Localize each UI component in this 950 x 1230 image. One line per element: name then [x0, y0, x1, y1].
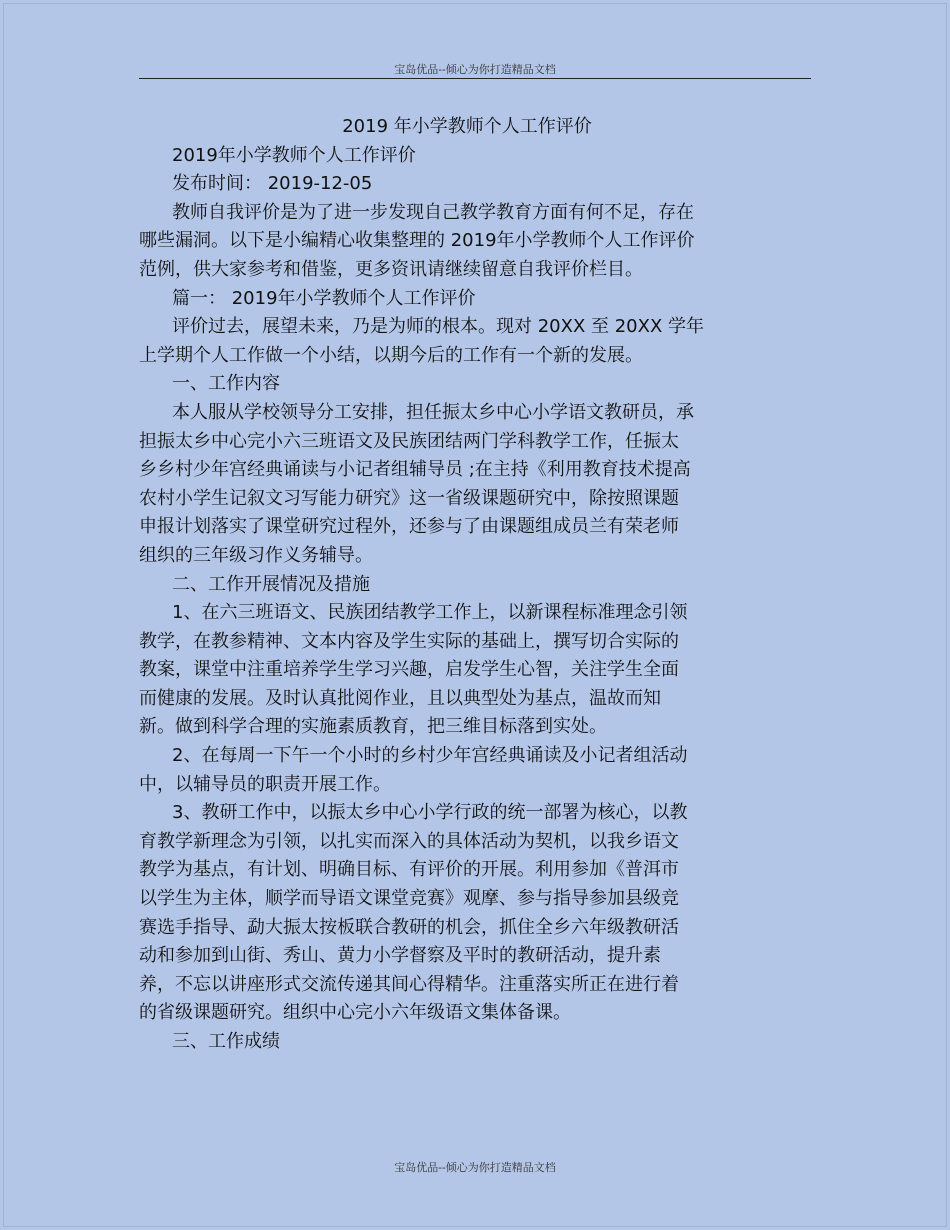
document-line: 教学为基点，有计划、明确目标、有评价的开展。利用参加《普洱市 [139, 859, 679, 881]
document-line: 2019年小学教师个人工作评价 [172, 144, 416, 166]
document-line: 教案，课堂中注重培养学生学习兴趣，启发学生心智，关注学生全面 [139, 659, 679, 681]
document-line: 的省级课题研究。组织中心完小六年级语文集体备课。 [139, 1002, 571, 1024]
page-footer: 宝岛优品--倾心为你打造精品文档 [394, 1161, 556, 1174]
document-line: 三、工作成绩 [172, 1031, 280, 1052]
document-line: 本人服从学校领导分工安排，担任振太乡中心小学语文教研员，承 [172, 401, 694, 423]
document-line: 二、工作开展情况及措施 [172, 573, 370, 595]
document-line: 中，以辅导员的职责开展工作。 [139, 773, 391, 795]
document-line: 2、在每周一下午一个小时的乡村少年宫经典诵读及小记者组活动 [172, 745, 688, 767]
document-line: 养，不忘以讲座形式交流传递其间心得精华。注重落实所正在进行着 [139, 973, 679, 995]
document-line: 1、在六三班语文、民族团结教学工作上，以新课程标准理念引领 [172, 602, 688, 624]
document-title: 2019 年小学教师个人工作评价 [342, 116, 592, 137]
document-line: 以学生为主体，顺学而导语文课堂竞赛》观摩、参与指导参加县级竞 [139, 888, 679, 910]
document-line: 哪些漏洞。以下是小编精心收集整理的 2019年小学教师个人工作评价 [139, 230, 695, 252]
document-line: 篇一： 2019年小学教师个人工作评价 [172, 287, 476, 309]
document-line: 组织的三年级习作义务辅导。 [139, 544, 373, 566]
document-line: 而健康的发展。及时认真批阅作业，且以典型处为基点，温故而知 [139, 687, 661, 709]
document-line: 评价过去，展望未来，乃是为师的根本。现对 20XX 至 20XX 学年 [172, 316, 705, 338]
document-line: 范例，供大家参考和借鉴，更多资讯请继续留意自我评价栏目。 [139, 258, 643, 280]
document-line: 新。做到科学合理的实施素质教育，把三维目标落到实处。 [139, 716, 607, 738]
document-line: 乡乡村少年宫经典诵读与小记者组辅导员 ;在主持《利用教育技术提高 [139, 459, 691, 481]
document-line: 一、工作内容 [172, 373, 280, 395]
document-line: 教学，在教参精神、文本内容及学生实际的基础上，撰写切合实际的 [139, 630, 679, 652]
document-line: 上学期个人工作做一个小结，以期今后的工作有一个新的发展。 [139, 344, 643, 366]
document-line: 担振太乡中心完小六三班语文及民族团结两门学科教学工作，任振太 [139, 430, 679, 452]
document-line: 赛选手指导、勐大振太按板联合教研的机会，抓住全乡六年级教研活 [139, 916, 679, 938]
document-line: 3、教研工作中，以振太乡中心小学行政的统一部署为核心，以教 [172, 802, 688, 824]
document-line: 发布时间： 2019-12-05 [172, 173, 373, 195]
page-header: 宝岛优品--倾心为你打造精品文档 [394, 63, 556, 76]
document-body [139, 113, 819, 1057]
document-line: 农村小学生记叙文习写能力研究》这一省级课题研究中，除按照课题 [139, 487, 679, 509]
document-line: 申报计划落实了课堂研究过程外，还参与了由课题组成员兰有荣老师 [139, 516, 679, 538]
document-lines [139, 142, 819, 1057]
document-line: 教师自我评价是为了进一步发现自己教学教育方面有何不足，存在 [172, 201, 694, 223]
header-rule [139, 78, 811, 79]
document-line: 育教学新理念为引领，以扎实而深入的具体活动为契机，以我乡语文 [139, 830, 679, 852]
document-line: 动和参加到山街、秀山、黄力小学督察及平时的教研活动，提升素 [139, 945, 661, 967]
